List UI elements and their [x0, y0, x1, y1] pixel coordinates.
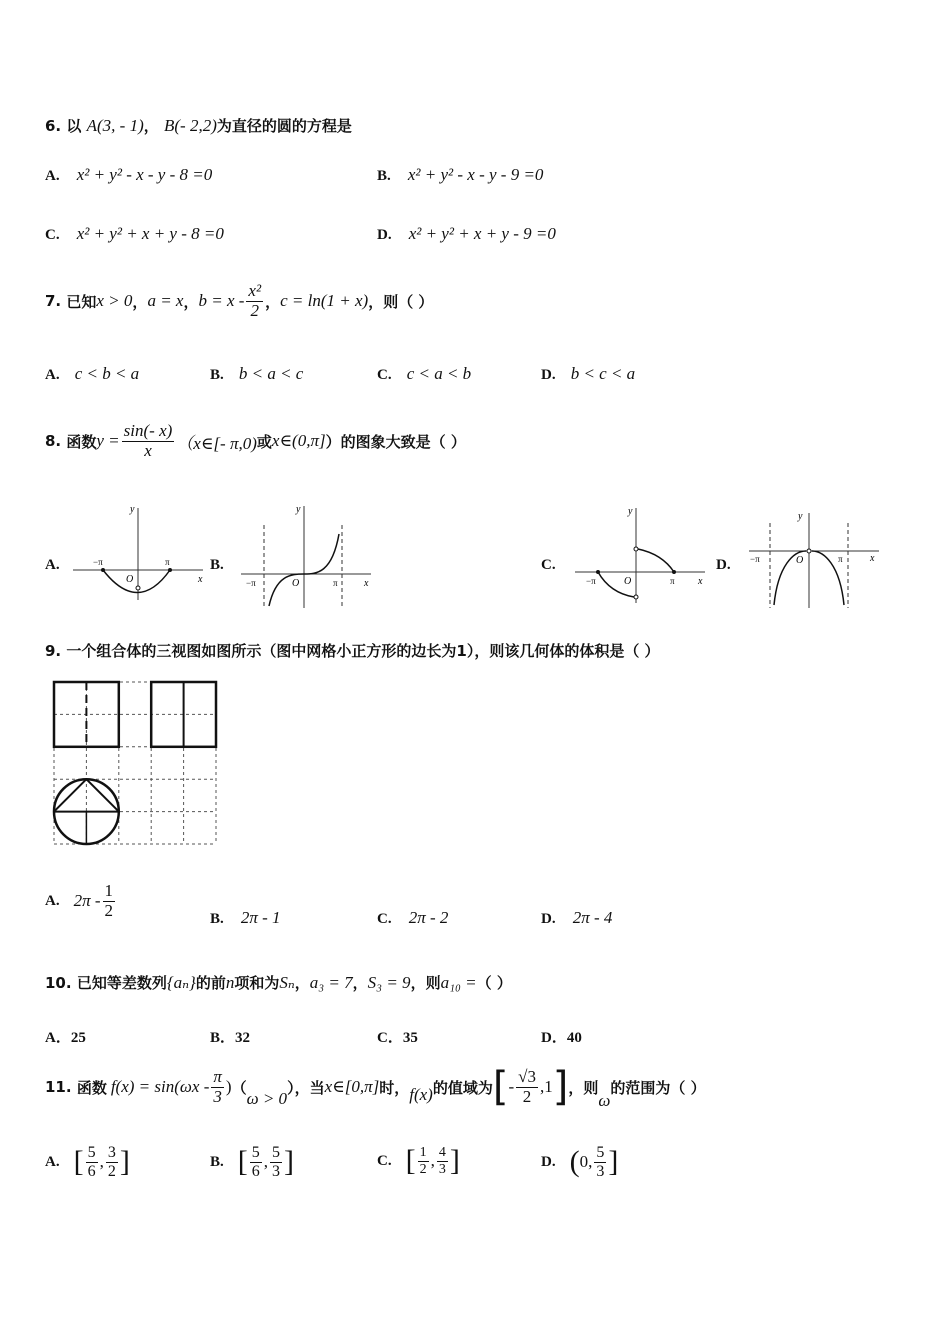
- q10-option-d[interactable]: D．40: [541, 1030, 582, 1046]
- q9-three-view-figure: [50, 678, 222, 850]
- q10-stem: 10. 已知等差数列 {aₙ} 的前 n 项和为 Sₙ ， a₃ = 7 ， S₃ = 9 ，则 a₁₀ = （ ）: [45, 972, 512, 992]
- q7-option-b[interactable]: B. b < a < c: [210, 364, 304, 383]
- origin-label: O: [624, 576, 632, 587]
- axis-x-label: x: [198, 574, 203, 585]
- q6-option-d[interactable]: D. x² + y² + x + y - 9 =0: [377, 224, 556, 243]
- q8-option-c-label[interactable]: C.: [541, 557, 556, 573]
- q9-stem: 9. 一个组合体的三视图如图所示（图中网格小正方形的边长为1），则该几何体的体积是（ ）: [45, 642, 660, 660]
- origin-label: O: [796, 555, 804, 566]
- q7-b-fraction: $\frac{\text{x²}}{2}$: [248, 281, 262, 320]
- q11-option-c[interactable]: C. [ $\frac{1}{2}$ , $\frac{4}{3}$ ]: [377, 1144, 460, 1177]
- pi-label: π: [670, 576, 675, 586]
- q10-option-b[interactable]: B．32: [210, 1030, 251, 1046]
- pi-label: π: [838, 554, 843, 564]
- q6-option-b[interactable]: B. x² + y² - x - y - 9 =0: [377, 165, 544, 184]
- axis-y-label: y: [130, 504, 135, 515]
- q6-point-b: B(- 2,2): [164, 116, 217, 135]
- q9-option-a[interactable]: A. 2π - $\frac{1}{2}$: [45, 881, 114, 920]
- q7-option-a[interactable]: A. c < b < a: [45, 364, 140, 383]
- neg-pi-label: −π: [586, 576, 596, 586]
- q11-option-b[interactable]: B. [ $\frac{5}{6}$ , $\frac{5}{3}$ ]: [210, 1144, 295, 1180]
- q9-option-c[interactable]: C. 2π - 2: [377, 908, 449, 927]
- q8-graph-b[interactable]: [236, 500, 376, 612]
- q11-option-a[interactable]: A. [ $\frac{5}{6}$ , $\frac{3}{2}$ ]: [45, 1144, 130, 1180]
- neg-pi-label: −π: [750, 554, 760, 564]
- axis-y-label: y: [296, 504, 301, 515]
- q8-fraction: $\frac{\sin(- x)}{x}$: [123, 421, 173, 460]
- q11-stem: 11. 函数 f(x) = sin(ωx - $\frac{\pi}{3}$ ) （ ω > 0 ），当 x∈[0,π] 时， f(x) 的值域为 [ - $\frac{√3}{2}$ ,1 ] ，则 ω 的范围为（ ）: [45, 1064, 706, 1110]
- q9-grid: [54, 682, 216, 844]
- origin-label: O: [126, 574, 134, 585]
- q6-option-c[interactable]: C. x² + y² + x + y - 8 =0: [45, 224, 224, 243]
- axis-y-label: y: [798, 511, 803, 522]
- axis-x-label: x: [364, 578, 369, 589]
- axis-x-label: x: [698, 576, 703, 587]
- q9-option-d[interactable]: D. 2π - 4: [541, 908, 613, 927]
- q8-graph-a[interactable]: [68, 500, 208, 605]
- q10-option-a[interactable]: A．25: [45, 1030, 86, 1046]
- q6-number: 6.: [45, 117, 62, 135]
- q9-option-b[interactable]: B. 2π - 1: [210, 908, 281, 927]
- q8-graph-c[interactable]: [570, 500, 710, 605]
- axis-x-label: x: [870, 553, 875, 564]
- pi-label: π: [165, 557, 170, 567]
- q8-stem: 8. 函数 y = $\frac{\sin(- x)}{x}$ （x∈[- π,0) 或 x∈(0,π] ）的图象大致是（ ）: [45, 421, 466, 460]
- pi-label: π: [333, 578, 338, 588]
- q7-option-c[interactable]: C. c < a < b: [377, 364, 472, 383]
- axis-y-label: y: [628, 506, 633, 517]
- neg-pi-label: −π: [93, 557, 103, 567]
- q8-graph-d[interactable]: [744, 505, 884, 610]
- q6-stem: 6. 以 A(3, - 1)， B(- 2,2)为直径的圆的方程是: [45, 116, 352, 135]
- q8-option-d-label[interactable]: D.: [716, 557, 731, 573]
- q7-stem: 7. 已知 x > 0 ， a = x ， b = x - $\frac{\text{x²}}{2}$ ， c = ln(1 + x) ，则（ ）: [45, 281, 434, 320]
- q6-point-a: A(3, - 1): [86, 116, 144, 135]
- origin-label: O: [292, 578, 300, 589]
- q11-option-d[interactable]: D. ( 0 , $\frac{5}{3}$ ]: [541, 1144, 619, 1180]
- q10-option-c[interactable]: C．35: [377, 1030, 418, 1046]
- q8-option-b-label[interactable]: B.: [210, 557, 224, 573]
- q7-option-d[interactable]: D. b < c < a: [541, 364, 636, 383]
- q8-option-a-label[interactable]: A.: [45, 557, 60, 573]
- q6-option-a[interactable]: A. x² + y² - x - y - 8 =0: [45, 165, 213, 184]
- neg-pi-label: −π: [246, 578, 256, 588]
